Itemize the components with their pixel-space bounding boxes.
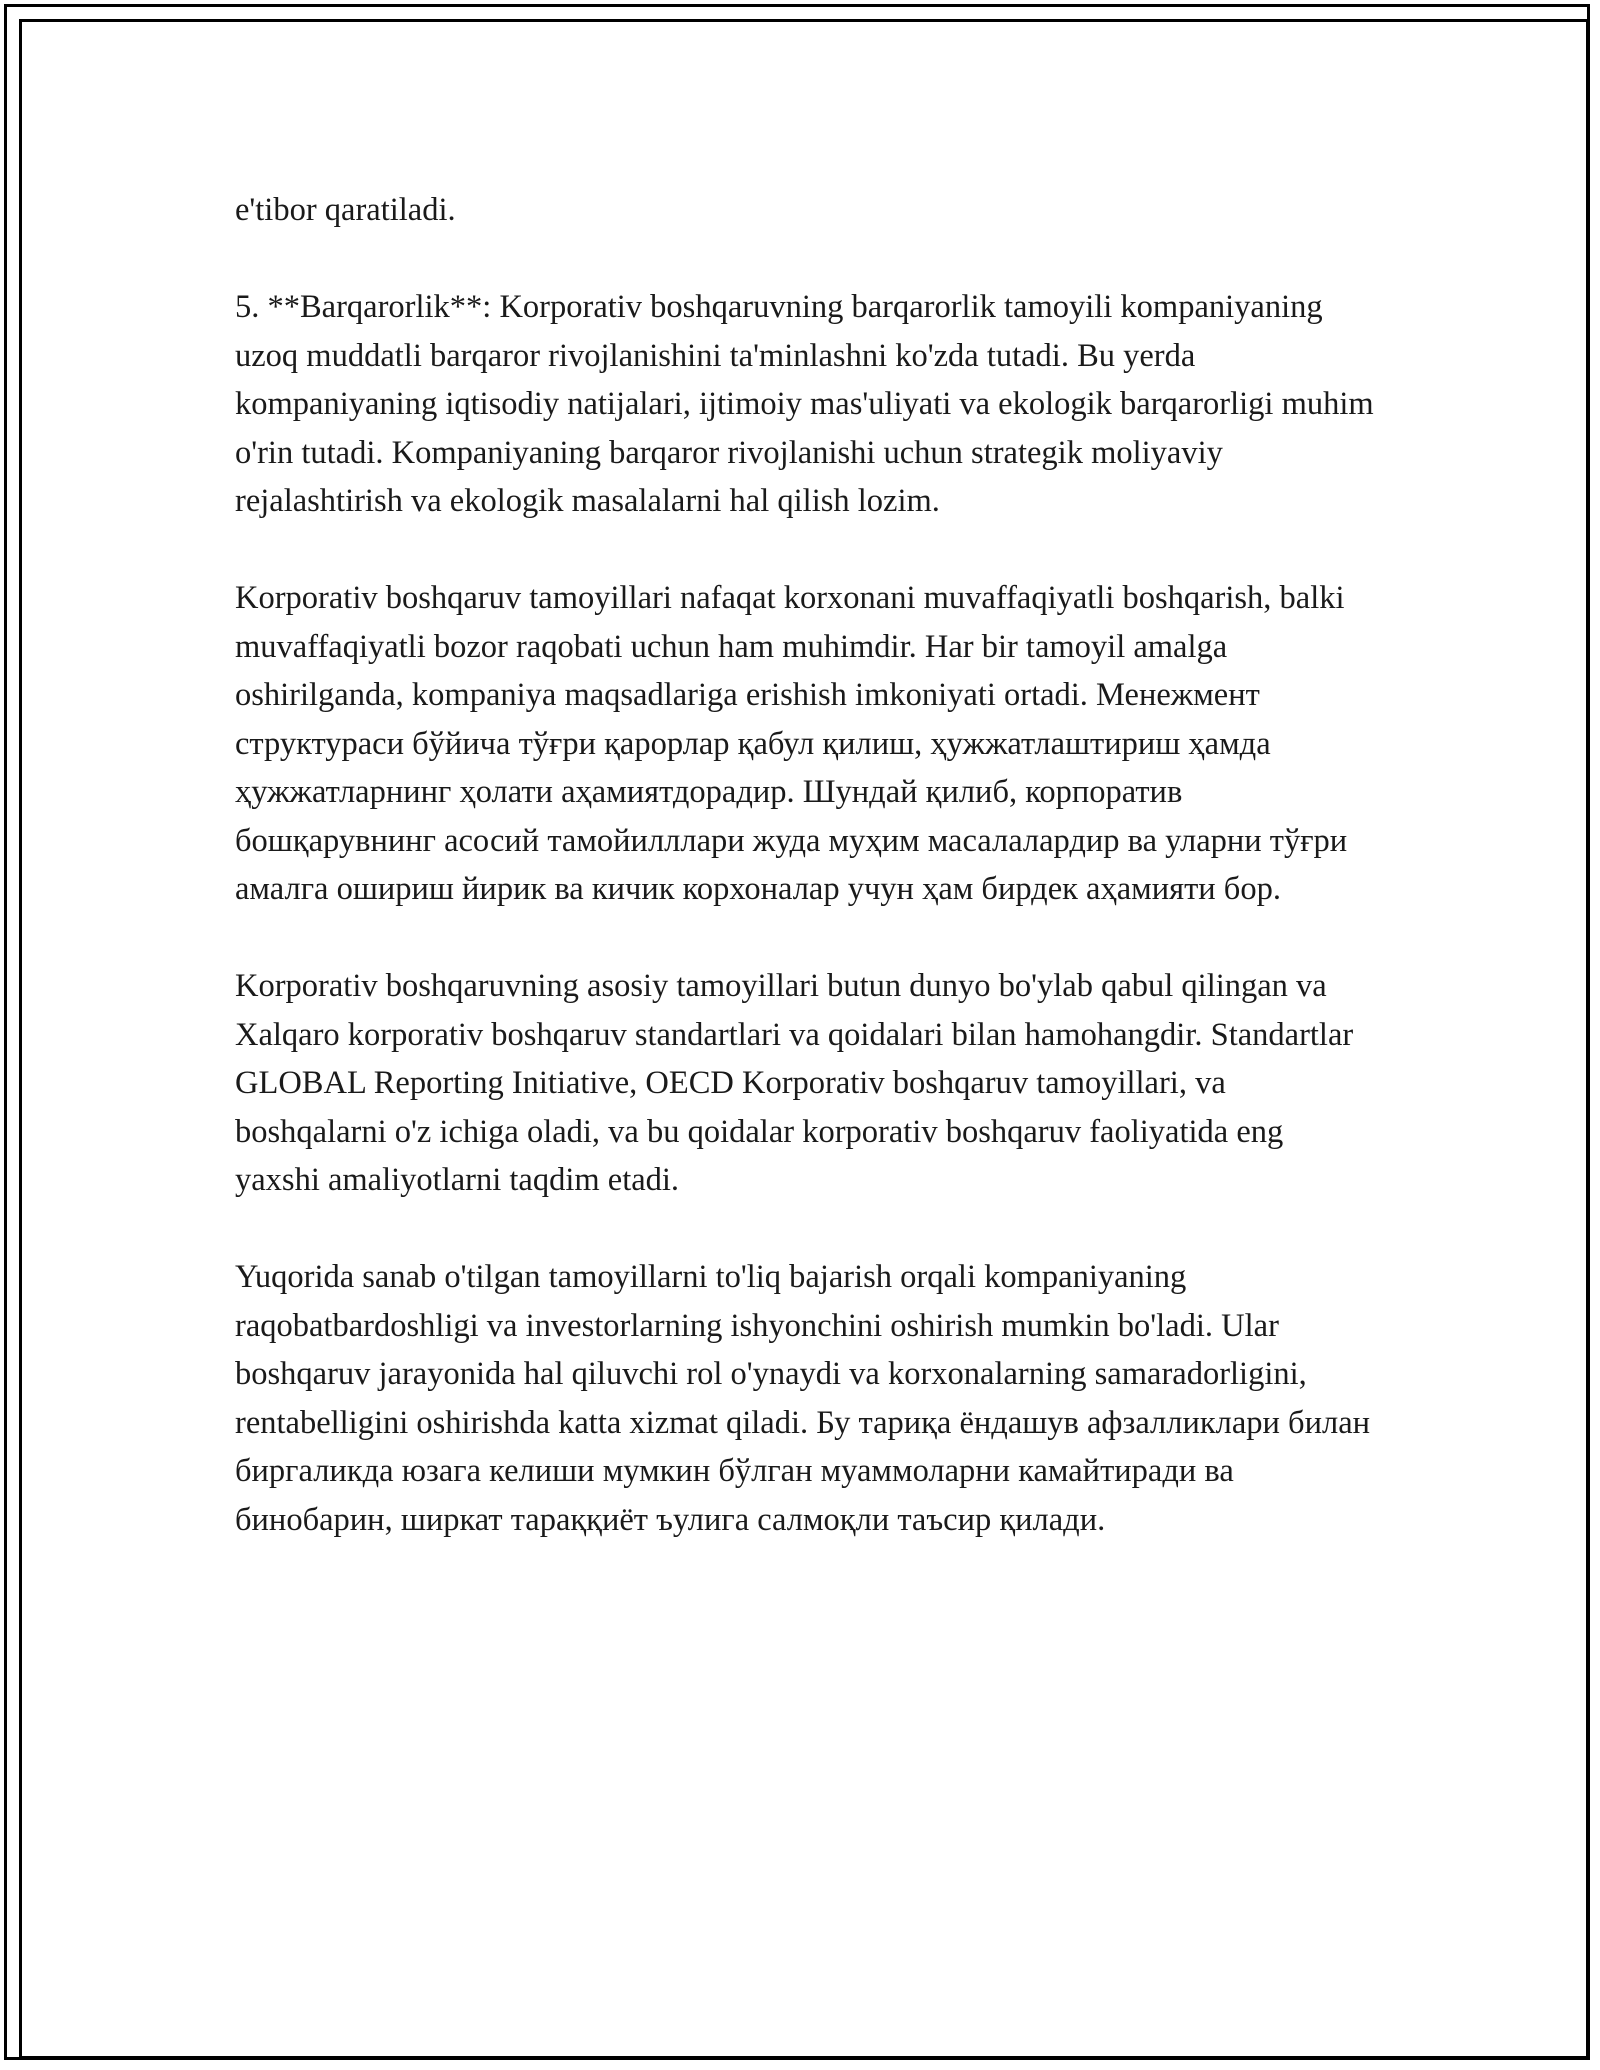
paragraph-intro-fragment: e'tibor qaratiladi. bbox=[235, 192, 456, 228]
document-body bbox=[235, 186, 1375, 1593]
paragraph-governance-importance: Korporativ boshqaruv tamoyillari nafaqat korxonani muvaffaqiyatli boshqarish, balki muvaffaqiyatli bozor raqobati uchun ham muhimdir. Har bir tamoyil amalga oshirilganda, kompaniya maqsadlariga erishish imkoniyati ortadi. Менежмент структураси бўйича тўғри қарорлар қабул қилиш, ҳужжатлаштириш ҳамда ҳужжатларнинг ҳолати аҳамиятдорадир. Шундай қилиб, корпоратив бошқарувнинг асосий тамойилллари жуда муҳим масалалардир ва уларни тўғри амалга ошириш йирик ва кичик корхоналар учун ҳам бирдек аҳамияти бор. bbox=[235, 580, 1348, 907]
paragraph-conclusion: Yuqorida sanab o'tilgan tamoyillarni to'liq bajarish orqali kompaniyaning raqobatbardoshligi va investorlarning ishyonchini oshirish mumkin bo'ladi. Ular boshqaruv jarayonida hal qiluvchi rol o'ynaydi va korxonalarning samaradorligini, rentabelligini oshirishda katta xizmat qiladi. Бу тариқа ёндашув афзалликлари билан биргаликда юзага келиши мумкин бўлган муаммоларни камайтиради ва бинобарин, ширкат тараққиёт ъулига салмоқли таъсир қилади. bbox=[235, 1259, 1371, 1538]
paragraph-international-standards: Korporativ boshqaruvning asosiy tamoyillari butun dunyo bo'ylab qabul qilingan va Xalqaro korporativ boshqaruv standartlari va qoidalari bilan hamohangdir. Standartlar GLOBAL Reporting Initiative, OECD Korporativ boshqaruv tamoyillari, va boshqalarni o'z ichiga oladi, va bu qoidalar korporativ boshqaruv faoliyatida eng yaxshi amaliyotlarni taqdim etadi. bbox=[235, 968, 1354, 1198]
paragraph-sustainability-principle: 5. **Barqarorlik**: Korporativ boshqaruvning barqarorlik tamoyili kompaniyaning uzoq muddatli barqaror rivojlanishini ta'minlashni ko'zda tutadi. Bu yerda kompaniyaning iqtisodiy natijalari, ijtimoiy mas'uliyati va ekologik barqarorligi muhim o'rin tutadi. Kompaniyaning barqaror rivojlanishi uchun strategik moliyaviy rejalashtirish va ekologik masalalarni hal qilish lozim. bbox=[235, 289, 1374, 519]
